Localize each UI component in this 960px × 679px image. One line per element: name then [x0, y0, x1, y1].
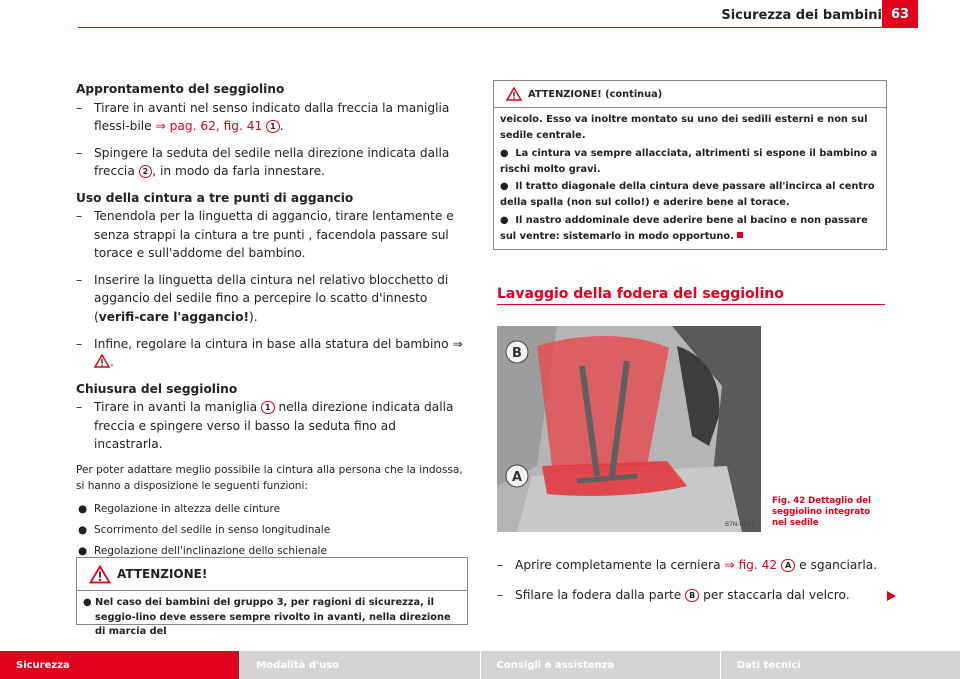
- page-link[interactable]: ⇒ pag. 62, fig. 41: [155, 119, 263, 134]
- step-2: – Spingere la seduta del sedile nella direzione indicata dalla freccia 2 , in modo da farla innestare.: [76, 145, 450, 179]
- heading-closing: Chiusura del seggiolino: [76, 381, 238, 396]
- section-title: Lavaggio della fodera del seggiolino: [497, 286, 784, 302]
- warning-bullet: ● Il tratto diagonale della cintura deve passare all'incirca al centro della spalla (non sul collo!) e aderire bene al torace.: [500, 181, 875, 209]
- step-6: – Tirare in avanti la maniglia 1 nella direzione indicata dalla freccia e spingere verso il basso la seduta fino ad incastrarla.: [76, 400, 454, 452]
- figure-label-b: B: [512, 346, 522, 361]
- step-5-text: Infine, regolare la cintura in base alla statura del bambino ⇒: [94, 336, 463, 351]
- warning-paragraph: veicolo. Esso va inoltre montato su uno dei sedili esterni e non sul sedile centrale.: [500, 114, 868, 141]
- heading-preparation: Approntamento del seggiolino: [76, 82, 285, 96]
- warning-header: [77, 558, 467, 591]
- step-4: – Inserire la linguetta della cintura nel relativo blocchetto di aggancio del sedile fino a percepire lo scatto d'innesto (verifi-care l'aggancio!).: [76, 272, 449, 325]
- warning-box-continued: [493, 80, 887, 250]
- bullet-item: ● Regolazione dell'inclinazione dello schienale: [78, 545, 327, 558]
- step-6-text: Tirare in avanti la maniglia: [94, 400, 258, 415]
- footer-nav: [0, 651, 960, 679]
- header-rule: [78, 27, 918, 28]
- end-square-icon: [737, 232, 743, 238]
- footer-tab-consigli[interactable]: Consigli e assistenza: [480, 651, 720, 679]
- step-5: – Infine, regolare la cintura in base alla statura del bambino ⇒ .: [76, 336, 463, 370]
- warning-icon[interactable]: [94, 354, 110, 368]
- seat-illustration: [497, 326, 761, 532]
- step-4-text: Inserire la linguetta della cintura nel relativo blocchetto di aggancio del sedile fino a percepire lo scatto d'innesto (: [94, 272, 449, 325]
- step-text-end: e sganciarla.: [799, 558, 878, 572]
- figure-seat: [497, 326, 761, 532]
- step-text: Sfilare la fodera dalla parte: [515, 588, 682, 603]
- figure-label-a: A: [512, 470, 523, 485]
- warning-bullet: ● La cintura va sempre allacciata, altrimenti si espone il bambino a rischi molto gravi.: [500, 147, 878, 175]
- figure-code: B7N-0017: [725, 521, 755, 528]
- page-number: 63: [882, 0, 918, 28]
- badge-2: 2: [139, 165, 153, 178]
- intro-text: Per poter adattare meglio possibile la cintura alla persona che la indossa, si hanno a disposizione le seguenti funzioni:: [76, 463, 463, 493]
- footer-tab-sicurezza[interactable]: Sicurezza: [0, 651, 239, 679]
- step-2-end: , in modo da farla innestare.: [152, 164, 325, 179]
- section-rule: [497, 304, 885, 305]
- step-6-end: nella direzione indicata dalla freccia e spingere verso il basso la seduta fino ad incastrarla.: [94, 400, 454, 452]
- step-3: – Tenendola per la linguetta di aggancio, tirare lentamente e senza strappi la cintura a tre punti , facendola passare sul torace e sull'addome del bambino.: [76, 209, 454, 261]
- step-1-text: Tirare in avanti nel senso indicato dalla freccia la maniglia flessi-bile: [94, 100, 450, 134]
- warning-body: ● Nel caso dei bambini del gruppo 3, per ragioni di sicurezza, il seggio-lino deve essere sempre rivolto in avanti, nella direzione di marcia del: [83, 597, 451, 638]
- warning-title: ATTENZIONE! (continua): [528, 88, 663, 100]
- step-1-end: .: [279, 119, 284, 134]
- bullet-item: ● Scorrimento del sedile in senso longitudinale: [78, 524, 331, 537]
- badge-1b: 1: [261, 401, 275, 414]
- step-3-text: Tenendola per la linguetta di aggancio, tirare lentamente e senza strappi la cintura a tre punti , facendola passare sul torace e sull'addome del bambino.: [94, 209, 454, 261]
- footer-tab-dati[interactable]: Dati tecnici: [720, 651, 960, 679]
- badge-a: A: [781, 559, 795, 572]
- step-remove-cover: – Sfilare la fodera dalla parte B per staccarla dal velcro.: [497, 588, 850, 603]
- warning-text: Nel caso dei bambini del gruppo 3, per ragioni di sicurezza, il seggio-lino deve essere sempre rivolto in avanti, nella direzione di marcia del: [95, 597, 451, 638]
- header-title: Sicurezza dei bambini: [721, 8, 882, 23]
- next-page-arrow-icon[interactable]: [885, 590, 897, 602]
- warning-bullet: ● Il nastro addominale deve aderire bene al bacino e non passare sul ventre: sistemarlo in modo opportuno.: [500, 215, 868, 243]
- step-4-end: ).: [249, 310, 258, 325]
- step-open-zipper: – Aprire completamente la cerniera ⇒ fig. 42 A e sganciarla.: [497, 558, 878, 572]
- step-text-end: per staccarla dal velcro.: [703, 588, 850, 603]
- warning-icon: [89, 565, 111, 584]
- step-5-end: .: [110, 355, 114, 370]
- footer-tab-modalita[interactable]: Modalità d'uso: [239, 651, 479, 679]
- figure-caption: Fig. 42 Dettaglio del seggiolino integrato nel sedile: [772, 496, 872, 529]
- figure-link[interactable]: ⇒ fig. 42: [724, 558, 778, 572]
- warning-title: ATTENZIONE!: [117, 567, 208, 581]
- right-steps: [497, 556, 887, 613]
- warning-header: [494, 81, 886, 108]
- warning-box: [76, 557, 468, 638]
- warning-icon: [506, 87, 522, 101]
- left-column: [76, 80, 468, 565]
- step-2-text: Spingere la seduta del sedile nella direzione indicata dalla freccia: [94, 145, 450, 179]
- bullet-item: ● Regolazione in altezza delle cinture: [78, 503, 281, 516]
- step-4-bold: verifi-care l'aggancio!: [98, 310, 250, 325]
- badge-b: B: [685, 589, 699, 602]
- warning-body: [494, 108, 886, 245]
- step-text: Aprire completamente la cerniera: [515, 558, 721, 572]
- step-1: – Tirare in avanti nel senso indicato dalla freccia la maniglia flessi-bile ⇒ pag. 62, fig. 41 1 .: [76, 100, 450, 134]
- heading-belt: Uso della cintura a tre punti di aggancio: [76, 190, 354, 205]
- badge-1: 1: [266, 120, 280, 133]
